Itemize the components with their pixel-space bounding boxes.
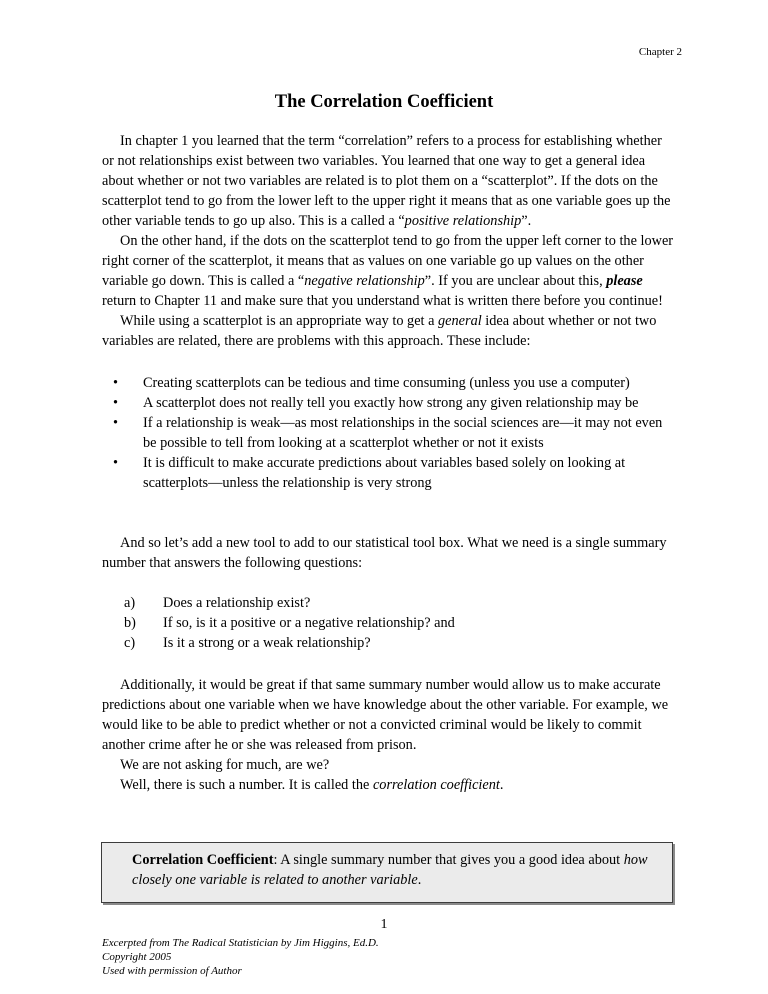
paragraph-1: In chapter 1 you learned that the term “correlation” refers to a process for establishing whether or not relationships exist between two variables. You learned that one way to get a general idea about whether or not two variables are related is to plot them on a “scatterplot”. If the dots on the scatterplot tend to go from the lower left to the upper right it means that as one variable goes up the other variable tends to go up also. This is a called a “positive relationship”. [102, 133, 671, 229]
paragraph-5: Additionally, it would be great if that same summary number would allow us to make accurate predictions about one variable when we have knowledge about the other variable. For example, we would like to be able to predict whether or not a convicted criminal would be likely to commit another crime after he or she was released from prison. [102, 677, 669, 753]
list-item: b) If so, is it a positive or a negative relationship? and [124, 615, 455, 631]
list-item: • Creating scatterplots can be tedious and time consuming (unless you use a computer) [113, 375, 630, 391]
paragraph-7: Well, there is such a number. It is called the correlation coefficient. [120, 777, 504, 793]
page-title: The Correlation Coefficient [274, 92, 494, 112]
list-marker: a) [124, 595, 136, 611]
prediction-section [102, 675, 676, 795]
definition-term: Correlation Coefficient [132, 852, 274, 868]
questions-list [124, 593, 455, 653]
tool-section [102, 533, 676, 573]
page-number: 1 [380, 917, 388, 932]
footer-line: Used with permission of Author [102, 965, 242, 977]
footer-line: Copyright 2005 [102, 951, 172, 963]
bullet-icon: • [113, 375, 119, 391]
paragraph-3: While using a scatterplot is an appropriate way to get a general idea about whether or not two variables are related, there are problems with this approach. These include: [102, 313, 657, 349]
bullet-icon: • [113, 395, 119, 411]
footer [102, 936, 379, 978]
bullet-icon: • [113, 415, 119, 431]
footer-line: Excerpted from The Radical Statistician by Jim Higgins, Ed.D. [102, 937, 379, 949]
paragraph-6: We are not asking for much, are we? [120, 757, 330, 773]
paragraph-4: And so let’s add a new tool to add to our statistical tool box. What we need is a single summary number that answers the following questions: [102, 535, 667, 571]
list-item: • If a relationship is weak—as most relationships in the social sciences are—it may not even be possible to tell from looking at a scatterplot whether or not it exists [113, 415, 663, 451]
list-item: c) Is it a strong or a weak relationship? [124, 635, 371, 651]
list-item: • It is difficult to make accurate predictions about variables based solely on looking at scatterplots—unless the relationship is very strong [113, 455, 626, 491]
problems-list [102, 373, 676, 493]
definition-box: Correlation Coefficient: A single summary number that gives you a good idea about how closely one variable is related to another variable. [101, 842, 673, 903]
list-marker: b) [124, 615, 136, 631]
list-item: • A scatterplot does not really tell you exactly how strong any given relationship may be [113, 395, 639, 411]
list-item: a) Does a relationship exist? [124, 595, 311, 611]
list-marker: c) [124, 635, 136, 651]
intro-section [102, 131, 676, 351]
running-head: Chapter 2 [638, 46, 682, 58]
bullet-icon: • [113, 455, 119, 471]
paragraph-2: On the other hand, if the dots on the scatterplot tend to go from the upper left corner to the lower right corner of the scatterplot, it means that as values on one variable go up values on the other variable go down. This is called a “negative relationship”. If you are unclear about this, please return to Chapter 11 and make sure that you understand what is written there before you continue! [102, 233, 674, 309]
